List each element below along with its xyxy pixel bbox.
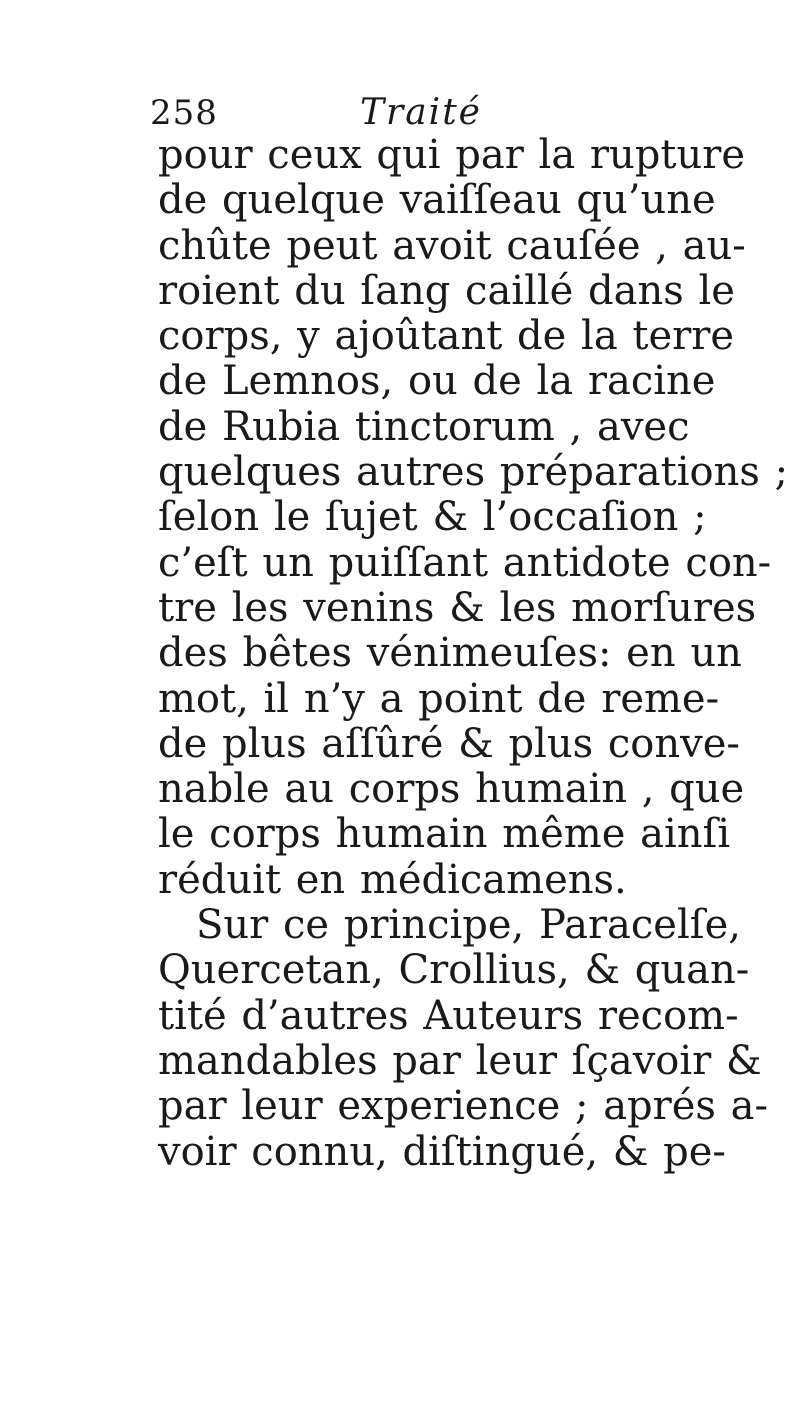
text-line-1: pour ceux qui par la rupture (158, 132, 746, 178)
text-line-5: corps, y ajoûtant de la terre (158, 313, 735, 360)
text-line-14: de plus aſſûré & plus conve- (158, 720, 740, 767)
text-line-23: voir connu, diſtingué, & pe- (158, 1128, 726, 1175)
text-line-15: nable au corps humain , que (158, 766, 745, 813)
text-line-2: de quelque vaiſſeau qu’une (158, 177, 716, 224)
page-number: 258 (150, 93, 218, 133)
text-line-10: c’eſt un puiſſant antidote con- (158, 539, 772, 586)
text-line-16: le corps humain même ainſi (158, 811, 731, 858)
text-line-9: ſelon le ſujet & l’occaſion ; (158, 494, 707, 541)
text-line-8: quelques autres préparations ; (158, 449, 789, 496)
text-line-11: tre les venins & les morſures (158, 584, 757, 631)
text-line-18: Sur ce principe, Paracelſe, (196, 902, 741, 949)
text-line-6: de Lemnos, ou de la racine (158, 358, 716, 405)
text-line-22: par leur experience ; aprés a- (158, 1083, 769, 1130)
text-line-13: mot, il n’y a point de reme- (158, 675, 720, 722)
running-head (150, 88, 710, 138)
text-line-21: mandables par leur ſçavoir & (158, 1037, 762, 1084)
text-line-19: Quercetan, Crollius, & quan- (158, 947, 750, 994)
body-text (158, 132, 789, 1175)
text-line-12: des bêtes vénimeuſes: en un (158, 630, 742, 677)
text-line-3: chûte peut avoit cauſée , au- (158, 222, 746, 269)
text-line-20: tité d’autres Auteurs recom- (158, 992, 739, 1039)
text-line-7: de Rubia tinctorum , avec (158, 403, 690, 450)
text-line-4: roient du ſang caillé dans le (158, 267, 735, 314)
text-line-17: réduit en médicamens. (158, 856, 627, 903)
running-title: Traité (360, 92, 482, 133)
